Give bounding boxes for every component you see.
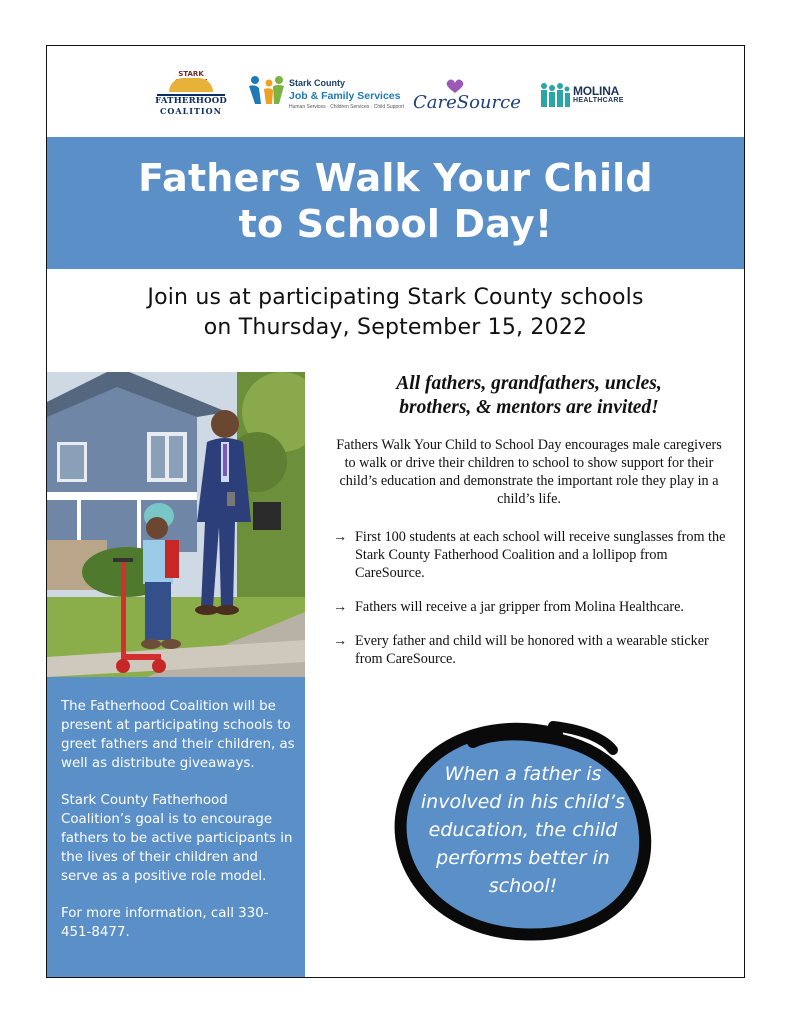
family-figures-icon xyxy=(247,74,285,110)
photo-illustration xyxy=(47,372,305,677)
title-banner xyxy=(47,137,744,269)
flyer-frame xyxy=(46,45,745,978)
logo-main-text: FATHERHOOD xyxy=(155,96,227,106)
molina-wordmark: MOLINA xyxy=(573,84,620,98)
people-figures-icon xyxy=(539,82,571,108)
logo-sub-text: COALITION xyxy=(160,106,222,116)
caresource-logo xyxy=(413,78,523,114)
invited-heading xyxy=(339,372,719,420)
job-family-services-logo xyxy=(247,74,405,114)
molina-sub: HEALTHCARE xyxy=(573,97,624,104)
fatherhood-coalition-logo xyxy=(151,70,231,116)
jfs-tagline: Human Services · Children Services · Child Support xyxy=(289,104,405,110)
info-paragraph-contact: For more information, call 330-451-8477. xyxy=(61,906,269,940)
quote-text: When a father is involved in his child’s education, the child performs better in school! xyxy=(420,763,626,897)
page-title xyxy=(47,155,744,247)
invited-line-1: All fathers, grandfathers, uncles, xyxy=(396,373,662,394)
arrow-right-icon: → xyxy=(333,529,348,545)
arrow-right-icon: → xyxy=(333,633,348,649)
event-line-1: Join us at participating Stark County schools xyxy=(147,285,644,310)
title-line-2: to School Day! xyxy=(238,202,553,246)
info-paragraph-goal: Stark County Fatherhood Coalition’s goal is to encourage fathers to be active participants in the lives of their children and serve as a positive role model. xyxy=(61,793,293,884)
list-item xyxy=(333,528,729,582)
invited-line-2: brothers, & mentors are invited! xyxy=(399,397,659,418)
quote-circle xyxy=(377,706,667,946)
jfs-name-text: Job & Family Services xyxy=(289,90,401,102)
event-line-2: on Thursday, September 15, 2022 xyxy=(203,315,588,340)
title-line-1: Fathers Walk Your Child xyxy=(138,156,653,200)
molina-logo xyxy=(539,80,639,110)
jfs-county-text: Stark County xyxy=(289,78,346,88)
list-item xyxy=(333,598,729,616)
intro-paragraph: Fathers Walk Your Child to School Day encourages male caregivers to walk or drive their children to school to show support for their child’s education and demonstrate the important role they play in a child’s life. xyxy=(336,437,722,507)
arrow-right-icon: → xyxy=(333,599,348,615)
list-item xyxy=(333,632,729,668)
caresource-wordmark: CareSource xyxy=(413,92,521,113)
sponsor-logo-row xyxy=(47,46,744,138)
giveaway-list xyxy=(333,528,729,684)
info-paragraph-presence: The Fatherhood Coalition will be present at participating schools to greet fathers and their children, as well as distribute giveaways. xyxy=(61,699,295,771)
info-panel xyxy=(47,677,305,978)
logo-county-text: STARK xyxy=(178,70,204,78)
list-item-text: Fathers will receive a jar gripper from Molina Healthcare. xyxy=(355,599,684,615)
list-item-text: First 100 students at each school will receive sunglasses from the Stark County Fatherhood Coalition and a lollipop from CareSource. xyxy=(355,529,726,581)
event-details xyxy=(47,283,744,343)
list-item-text: Every father and child will be honored with a wearable sticker from CareSource. xyxy=(355,633,709,667)
father-child-photo xyxy=(47,372,305,677)
sun-arch-icon xyxy=(169,78,213,92)
